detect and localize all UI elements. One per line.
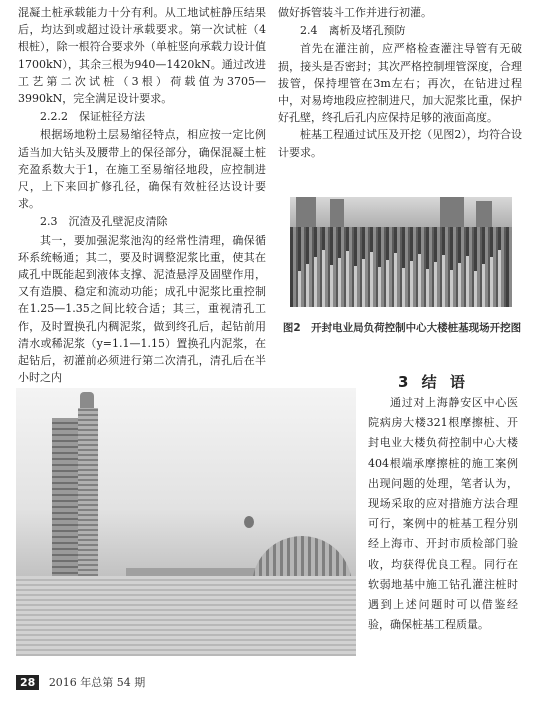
right-column xyxy=(278,4,522,161)
left-column xyxy=(18,4,266,386)
paragraph-continuation: 做好拆管装斗工作并进行初灌。 xyxy=(278,6,432,19)
photo-pile xyxy=(378,267,381,307)
page-number: 28 xyxy=(16,675,39,690)
photo-pile xyxy=(338,258,341,307)
photo-pile xyxy=(306,264,309,307)
photo-pile xyxy=(394,253,397,307)
photo-pile xyxy=(402,268,405,307)
photo-pile xyxy=(322,250,325,307)
issue-label: 2016 年总第 54 期 xyxy=(48,676,146,689)
paragraph-figure-reference: 桩基工程通过试压及开挖（见图2），均符合设计要求。 xyxy=(278,128,522,159)
photo-water xyxy=(16,576,356,656)
photo-pile xyxy=(458,263,461,307)
photo-pile xyxy=(370,252,373,307)
photo-pile xyxy=(330,265,333,307)
conclusion-section xyxy=(368,393,518,635)
section-heading-2-4: 2.4 离析及堵孔预防 xyxy=(300,24,406,38)
photo-pile xyxy=(298,271,301,307)
photo-tower xyxy=(78,408,98,586)
section-heading-2-2-2: 2.2.2 保证桩径方法 xyxy=(40,110,145,124)
photo-pile xyxy=(314,257,317,307)
photo-pile xyxy=(466,256,469,307)
photo-pile xyxy=(490,257,493,307)
page-footer xyxy=(16,674,145,690)
photo-pile xyxy=(354,266,357,307)
photo-pile xyxy=(426,269,429,307)
paragraph-sediment-removal: 其一，要加强泥浆池沟的经常性清理，确保循环系统畅通；其二，要及时调整泥浆比重，使其在咸孔中既能起到液体支撑、泥渣悬浮及固壁作用，又有造膜、稳定和流动功能；成孔中泥浆比重控制在1.25—1.35之间比较合适；其三，重视清孔工作，及时置换孔内稠泥浆，做到终孔后，起钻前用清水或稀泥浆（y=1.1—1.15）置换孔内泥浆，在起钻后，初灌前必须进行第二次清孔，清孔后在半小时之内 xyxy=(18,233,266,385)
photo-pile xyxy=(442,255,445,307)
section-heading-2-3: 2.3 沉渣及孔壁泥皮清除 xyxy=(40,215,168,229)
paragraph-pile-diameter: 根据场地粉土层易缩径特点，相应按一定比例适当加大钻头及腰带上的保径部分，确保混凝土桩充盈系数大于1，在施工至易缩径地段，应控制进尺，上下来回扩修孔径，确保有效桩径达设计要求。 xyxy=(18,128,266,211)
photo-building xyxy=(440,197,464,231)
paragraph-conclusion: 通过对上海静安区中心医院病房大楼321根摩擦桩、开封电业大楼负荷控制中心大楼404根端承摩擦桩的施工案例出现问题的处理，笔者认为，现场采取的应对措施方法合理可行，案例中的桩基工程分别经上海市、开封市质检部门验收，均获得优良工程。同行在软弱地基中施工钻孔灌注桩时遇到上述问题时可以借鉴经验，确保桩基工程质量。 xyxy=(368,396,518,632)
photo-pile xyxy=(362,259,365,307)
paragraph-test-pile-results: 混凝土桩承载能力十分有利。从工地试桩静压结果后，均达到或超过设计承载要求。第一次试桩（4根桩），除一根符合要求外（单桩竖向承载力设计值1700kN），其余三根为940—1420kN。通过改进工艺第二次试桩（3根）荷载值为3705—3990kN，完全满足设计要求。 xyxy=(18,6,266,106)
building-rendering-photo xyxy=(16,388,356,656)
photo-pile xyxy=(482,264,485,307)
section-heading-conclusion: 3 结 语 xyxy=(398,373,469,391)
photo-balloon xyxy=(244,516,254,528)
photo-pile xyxy=(434,262,437,307)
photo-excavated-piles xyxy=(290,227,512,307)
photo-building xyxy=(296,197,316,231)
photo-pile xyxy=(346,251,349,307)
figure-2-caption: 图2 开封电业局负荷控制中心大楼桩基现场开挖图 xyxy=(282,322,522,334)
photo-pile xyxy=(386,260,389,307)
paragraph-segregation-prevention: 首先在灌注前，应严格检查灌注导管有无破损，接头是否密封；其次严格控制埋管深度，合理拔管，保持埋管在3m左右；再次，在钻进过程中，对易垮地段应控制进尺，加大泥浆比重，保护好孔壁，终孔后孔内应保持足够的液面高度。 xyxy=(278,42,522,125)
photo-pile xyxy=(410,261,413,307)
photo-pile xyxy=(418,254,421,307)
figure-2-excavation-photo xyxy=(290,197,512,307)
photo-pile xyxy=(474,271,477,307)
photo-pile xyxy=(498,250,501,307)
photo-pile xyxy=(450,270,453,307)
